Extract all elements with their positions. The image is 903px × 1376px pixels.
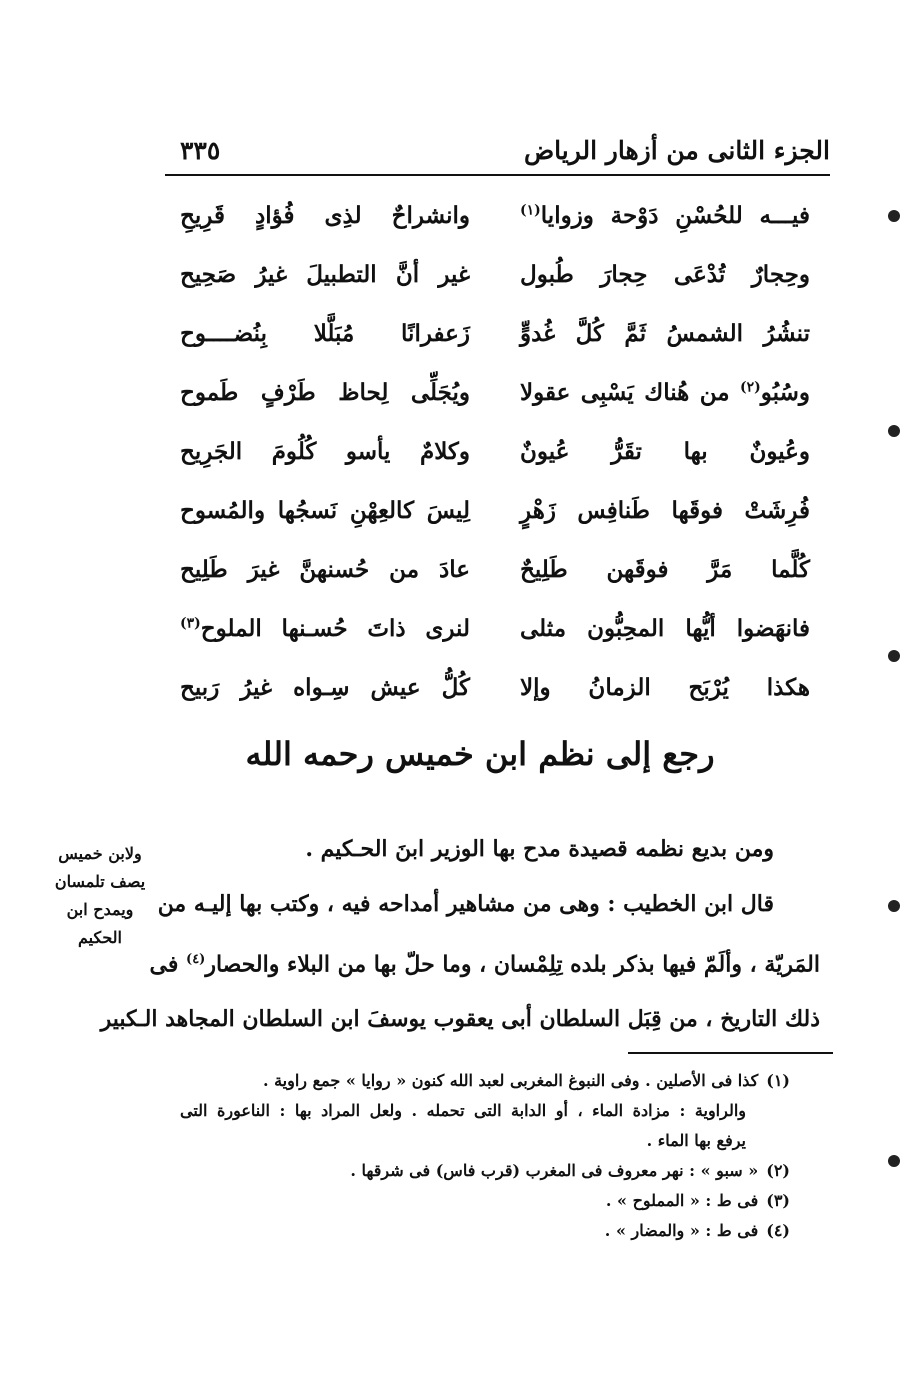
poem — [180, 186, 810, 717]
hemistich-left: ويُجَلِّى لِحاظ طَرْفٍ طَموح — [180, 379, 470, 406]
footnote-1-continued: يرفع بها الماء . — [646, 1131, 746, 1150]
footnote-2: (٢)« سبو » : نهر معروف فى المغرب (قرب فاس) فى شرقها . — [180, 1156, 790, 1186]
hemistich-left: وكلامٌ يأسو كُلُومَ الجَرِيح — [180, 438, 470, 465]
footnote-ref: (٤) — [186, 952, 206, 967]
hemistich-right: تنشُرُ الشمسُ ثَمَّ كُلَّ غُدوٍّ — [520, 320, 810, 347]
header-rule — [165, 174, 830, 176]
hemistich-right: هكذا يُرْبَح الزمانُ وإلا — [520, 674, 810, 701]
hemistich-right: وسُبُو$^{(٢)}$ من هُناك يَسْبِى عقولا — [520, 379, 810, 406]
verse — [180, 245, 810, 304]
verse — [180, 422, 810, 481]
footnotes — [180, 1066, 790, 1246]
verse — [180, 540, 810, 599]
running-header — [180, 128, 830, 172]
hemistich-left: غير أنَّ التطبيلَ غيرُ صَحِيح — [180, 261, 470, 288]
prose-line: ذلك التاريخ ، من قِبَل السلطان أبى يعقوب يوسفَ ابن السلطان المجاهد الـكبير — [100, 1006, 820, 1033]
prose-line: المَريّة ، وألَمّ فيها بذكر بلده تِلِمْسان ، وما حلّ بها من البلاء والحصار$^{(٤)}$ فى — [149, 951, 820, 978]
verse — [180, 481, 810, 540]
verse — [180, 304, 810, 363]
hemistich-left: كُلُّ عيش سِـواه غيرُ رَبيح — [180, 674, 470, 701]
scan-edge-mark — [888, 900, 900, 912]
hemistich-left: لِيسَ كالعِهْنِ نَسجُها والمُسوح — [180, 497, 470, 524]
hemistich-right: وحِجارٌ تُدْعَى حِجارَ طُبول — [520, 261, 810, 288]
footnote-4: (٤)فى ط : « والمضار » . — [180, 1216, 790, 1246]
footnote-number: (٢) — [766, 1161, 790, 1180]
scan-edge-mark — [888, 650, 900, 662]
margin-note — [40, 840, 160, 952]
hemistich-left: وانشراحٌ لذِى فُؤادٍ قَرِيحِ — [180, 202, 470, 229]
verse — [180, 186, 810, 245]
verse — [180, 658, 810, 717]
hemistich-left: عادَ من حُسنهنَّ غيرَ طَلِيح — [180, 556, 470, 583]
margin-note-line: الحكيم — [78, 928, 122, 947]
margin-note-line: يصف تلمسان — [54, 872, 146, 891]
hemistich-right: وعُيونٌ بها تقَرُّ عُيونٌ — [520, 438, 810, 465]
page-number: ٣٣٥ — [180, 135, 221, 165]
hemistich-left: زَعفرانًا مُبَلَّلا بِنُضــــوح — [180, 320, 470, 347]
footnote-3: (٣)فى ط : « المملوح » . — [180, 1186, 790, 1216]
hemistich-right: فيـــه للحُسْنِ دَوْحة وزوايا$^{(١)}$ — [520, 202, 810, 229]
scan-edge-mark — [888, 1155, 900, 1167]
scan-edge-mark — [888, 210, 900, 222]
prose-line: ومن بديع نظمه قصيدة مدح بها الوزير ابنَ الحـكيم . — [305, 836, 774, 862]
hemistich-right: فانهَضوا أيُّها المحِبُّون مثلى — [520, 615, 810, 642]
hemistich-right: كُلَّما مَرَّ فوقَهن طَلِيحٌ — [520, 556, 810, 583]
prose-line: قال ابن الخطيب : وهى من مشاهير أمداحه فيه ، وكتب بها إليـه من — [157, 891, 774, 917]
footnote-ref: (٣) — [180, 615, 201, 632]
margin-note-line: ويمدح ابن — [66, 900, 134, 919]
footnote-number: (٣) — [766, 1191, 790, 1210]
running-title: الجزء الثانى من أزهار الرياض — [523, 135, 830, 165]
hemistich-right: فُرِشَتْ فوقَها طَنافِس زَهْرٍ — [520, 497, 810, 524]
footnote-1-continued: والراوية : مزادة الماء ، أو الدابة التى تحمله . ولعل المراد بها : الناعورة التى — [180, 1101, 746, 1120]
verse — [180, 363, 810, 422]
footnote-rule — [628, 1052, 833, 1054]
verse — [180, 599, 810, 658]
footnote-ref: (٢) — [740, 379, 761, 396]
footnote-number: (٤) — [766, 1221, 790, 1240]
margin-note-line: ولابن خميس — [58, 844, 142, 863]
footnote-number: (١) — [766, 1071, 790, 1090]
footnote-ref: (١) — [520, 202, 541, 219]
hemistich-left: لنرى ذاتَ حُسـنها الملوح$^{(٣)}$ — [180, 615, 470, 642]
section-heading: رجع إلى نظم ابن خميس رحمه الله — [245, 735, 715, 773]
footnote-1: (١)كذا فى الأصلين . وفى النبوغ المغربى لعبد الله كنون « روايا » جمع راوية . — [180, 1066, 790, 1096]
scan-edge-mark — [888, 425, 900, 437]
